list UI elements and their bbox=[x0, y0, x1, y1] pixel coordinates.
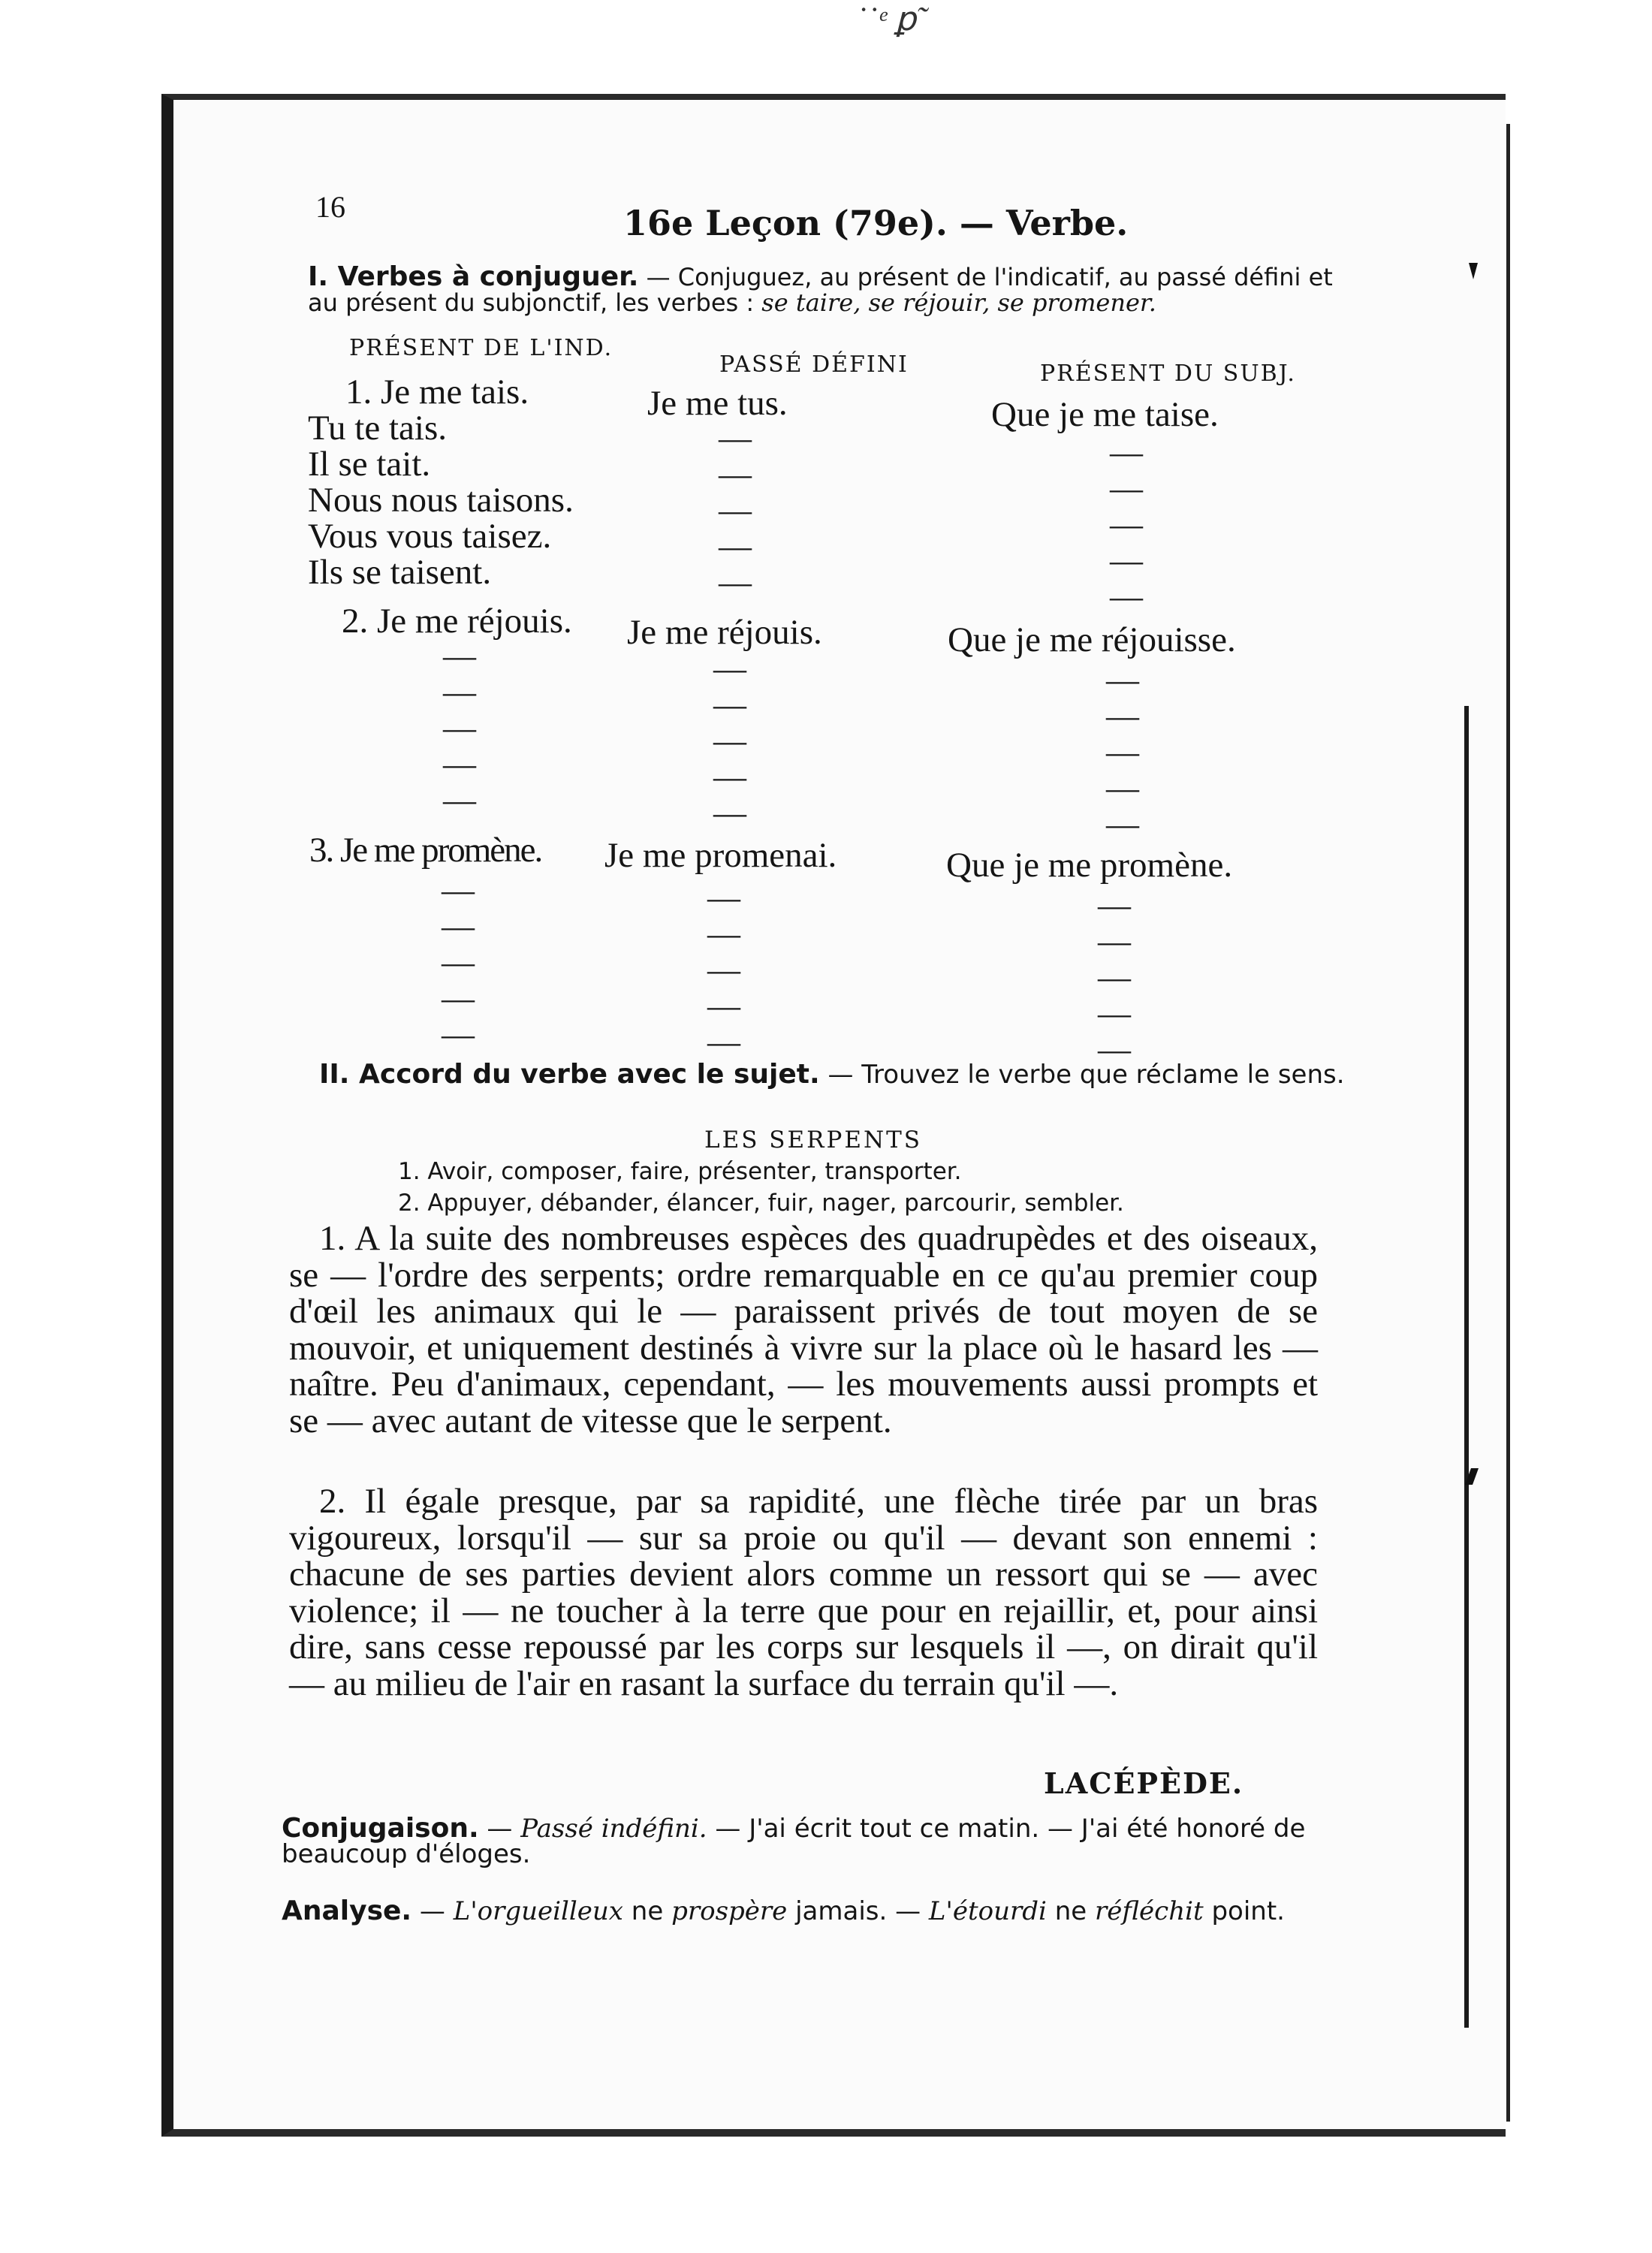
dash: — bbox=[713, 795, 746, 831]
dash: — bbox=[713, 759, 746, 795]
dash: — bbox=[713, 686, 746, 723]
dash: — bbox=[1106, 698, 1139, 734]
section1-instruction-text: — Conjuguez, au présent de l'indicatif, au passé défini et au présent du subjonctif, les verbes : bbox=[308, 263, 1333, 317]
analyse-text: ne bbox=[623, 1896, 672, 1926]
analyse-word: prospère bbox=[671, 1896, 788, 1926]
section2-heading: II. Accord du verbe avec le sujet. bbox=[319, 1059, 820, 1090]
verb1-ind-5: Vous vous taisez. bbox=[308, 517, 552, 556]
conjugaison-exercise bbox=[282, 1813, 1310, 1869]
section2-instruction bbox=[319, 1059, 1345, 1090]
dash: — bbox=[442, 872, 475, 909]
analyse-word: réfléchit bbox=[1094, 1896, 1204, 1926]
column-header-passe-defini: PASSÉ DÉFINI bbox=[719, 351, 909, 378]
dash: — bbox=[719, 456, 752, 493]
dash: — bbox=[443, 638, 476, 674]
dash: — bbox=[1098, 1031, 1131, 1068]
verb1-passe: Je me tus. bbox=[647, 384, 788, 423]
dash: — bbox=[719, 420, 752, 457]
section1-heading: I. Verbes à conjuguer. bbox=[308, 261, 639, 292]
dash: — bbox=[1110, 470, 1143, 507]
dash: — bbox=[443, 746, 476, 783]
verb-list-2: 2. Appuyer, débander, élancer, fuir, nager, parcourir, sembler. bbox=[398, 1190, 1124, 1217]
verb1-ind-1: 1. Je me tais. bbox=[345, 372, 529, 412]
analyse-exercise bbox=[282, 1896, 1310, 1926]
conjugaison-label: Conjugaison. bbox=[282, 1813, 479, 1844]
dash: — bbox=[1098, 995, 1131, 1032]
conjugaison-text: — J'ai écrit tout ce matin. — J'ai été honoré de beaucoup d'éloges. bbox=[282, 1814, 1306, 1869]
section1-instruction bbox=[308, 261, 1344, 317]
analyse-text: ne bbox=[1046, 1896, 1095, 1926]
dash: — bbox=[707, 879, 740, 916]
analyse-text: point. bbox=[1203, 1896, 1285, 1926]
verb1-ind-6: Ils se taisent. bbox=[308, 553, 492, 592]
dash: — bbox=[442, 908, 475, 945]
dash: — bbox=[1098, 887, 1131, 924]
verb2-subj: Que je me réjouisse. bbox=[948, 620, 1236, 659]
dash: — bbox=[1110, 506, 1143, 543]
dash: — bbox=[1110, 434, 1143, 471]
dash: — bbox=[442, 980, 475, 1017]
column-header-present-subj: PRÉSENT DU SUBJ. bbox=[1040, 360, 1296, 387]
conjugaison-tense: Passé indéfini. bbox=[520, 1814, 707, 1844]
dash: — bbox=[1098, 959, 1131, 996]
gutter-line-inner bbox=[1464, 706, 1469, 2028]
analyse-word: L'orgueilleux bbox=[453, 1896, 623, 1926]
verb3-passe: Je me promenai. bbox=[604, 836, 837, 875]
verb1-ind-4: Nous nous taisons. bbox=[308, 481, 574, 520]
verb3-subj: Que je me promène. bbox=[946, 846, 1233, 885]
verb1-ind-2: Tu te tais. bbox=[308, 409, 447, 448]
dash: — bbox=[1106, 770, 1139, 807]
gutter-line bbox=[1506, 124, 1510, 2122]
page-number: 16 bbox=[315, 190, 345, 224]
scan-mark: ˙˙ᵉ ꝑ˜ bbox=[856, 1, 927, 38]
dash: — bbox=[707, 952, 740, 988]
dash: — bbox=[443, 710, 476, 746]
dash: — bbox=[1106, 806, 1139, 843]
dash: — bbox=[707, 915, 740, 952]
analyse-word: L'étourdi bbox=[928, 1896, 1047, 1926]
dash: — bbox=[719, 492, 752, 529]
dash: — bbox=[713, 722, 746, 759]
analyse-label: Analyse. bbox=[282, 1896, 412, 1926]
dash: — bbox=[443, 782, 476, 819]
verb-list-1: 1. Avoir, composer, faire, présenter, transporter. bbox=[398, 1158, 962, 1185]
paragraph-1: 1. A la suite des nombreuses espèces des quadrupèdes et des oiseaux, se — l'ordre des serpents; ordre remarquable en ce qu'au premier coup d'œil les animaux qui le — paraissent privés de tout moyen de se mouvoir, et uniquement destinés à vivre sur la place où le hasard les — naître. Peu d'animaux, cependant, — les mouvements aussi prompts et se — avec autant de vitesse que le serpent. bbox=[289, 1219, 1318, 1440]
exercise-title: LES SERPENTS bbox=[704, 1126, 923, 1154]
author: LACÉPÈDE. bbox=[1044, 1766, 1244, 1800]
dash: — bbox=[1110, 542, 1143, 579]
dash: — bbox=[442, 944, 475, 981]
dash: — bbox=[707, 1024, 740, 1060]
gutter-mark-top bbox=[1469, 263, 1478, 279]
paragraph-2: 2. Il égale presque, par sa rapidité, une flèche tirée par un bras vigoureux, lorsqu'il — sur sa proie ou qu'il — devant son ennemi : chacune de ses parties devient alors comme un ressort qui se — avec violence; il — ne toucher à la terre que pour en rejaillir, et, pour ainsi dire, sans cesse repoussé par les corps sur lesquels il —, on dirait qu'il — au milieu de l'air en rasant la surface du terrain qu'il —. bbox=[289, 1482, 1318, 1703]
dash: — bbox=[719, 528, 752, 565]
verb3-ind: 3. Je me promène. bbox=[309, 831, 542, 870]
dash: — bbox=[719, 564, 752, 601]
separator: — bbox=[478, 1814, 521, 1844]
dash: — bbox=[443, 674, 476, 710]
dash: — bbox=[1098, 923, 1131, 960]
dash: — bbox=[713, 650, 746, 687]
verb2-passe: Je me réjouis. bbox=[627, 613, 822, 652]
column-header-present-ind: PRÉSENT DE L'IND. bbox=[349, 335, 613, 361]
dash: — bbox=[442, 1016, 475, 1053]
dash: — bbox=[707, 988, 740, 1024]
dash: — bbox=[1106, 734, 1139, 771]
section1-verbs: se taire, se réjouir, se promener. bbox=[761, 288, 1156, 317]
dash: — bbox=[1110, 578, 1143, 615]
separator: — bbox=[411, 1896, 454, 1926]
verb2-ind: 2. Je me réjouis. bbox=[342, 602, 572, 641]
verb1-subj: Que je me taise. bbox=[991, 395, 1219, 434]
analyse-text: jamais. — bbox=[787, 1896, 929, 1926]
dash: — bbox=[1106, 662, 1139, 698]
lesson-title: 16e Leçon (79e). — Verbe. bbox=[623, 203, 1129, 243]
section2-instruction-text: — Trouvez le verbe que réclame le sens. bbox=[819, 1060, 1345, 1090]
verb1-ind-3: Il se tait. bbox=[308, 445, 431, 484]
